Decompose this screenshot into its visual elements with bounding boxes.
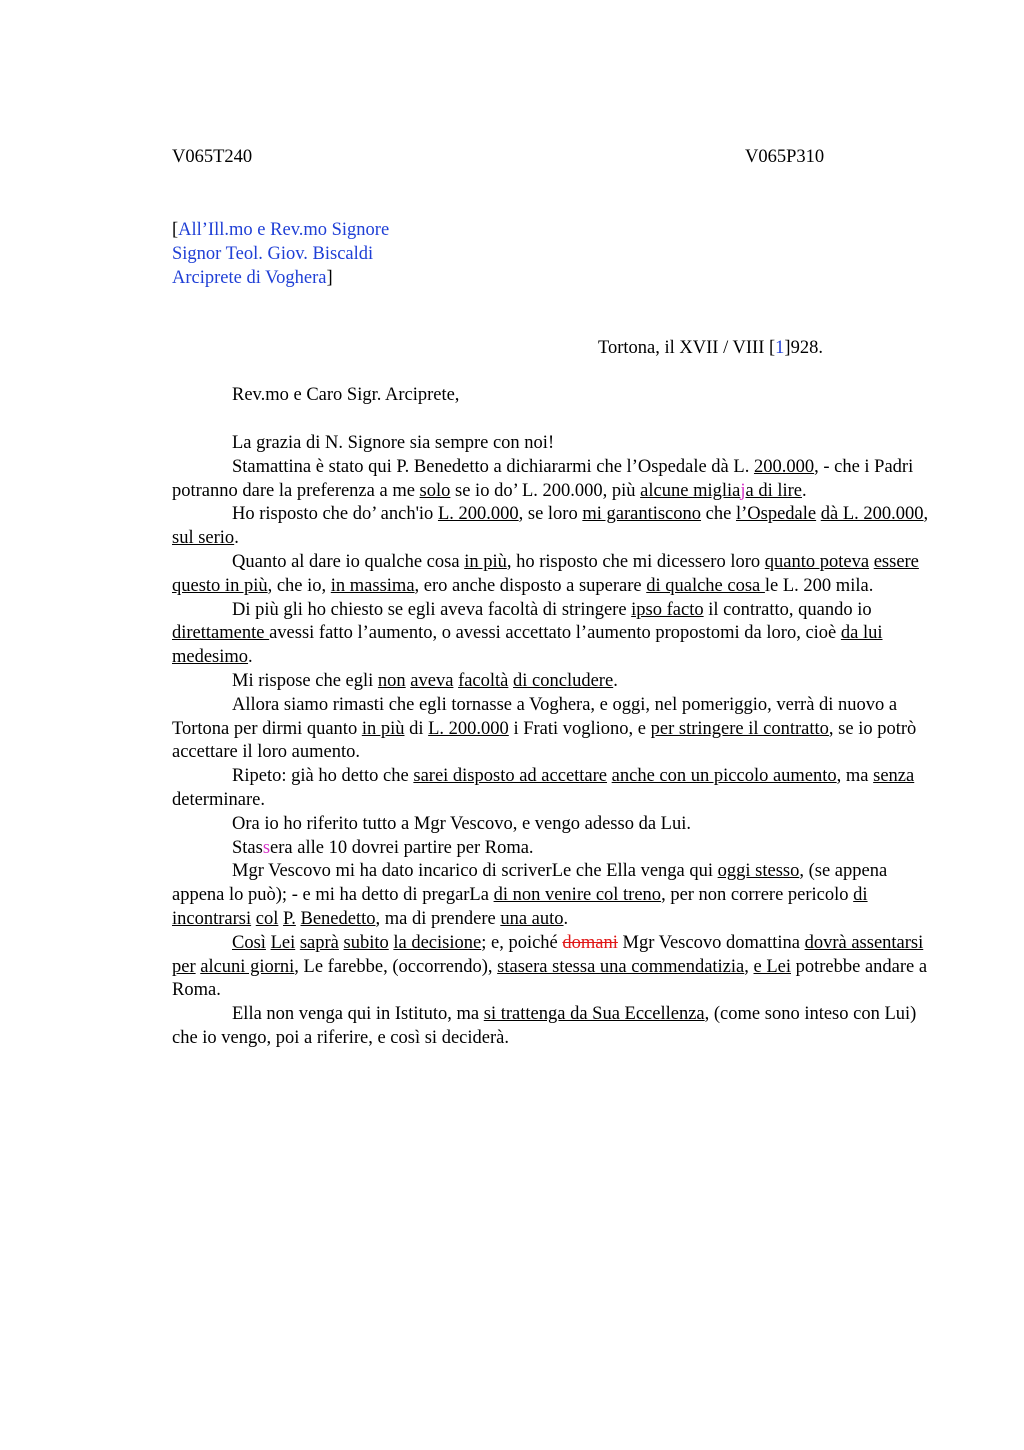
editorial-insertion: j xyxy=(740,480,746,501)
paragraph-9: Ora io ho riferito tutto a Mgr Vescovo, e vengo adesso da Lui. xyxy=(232,813,691,834)
editorial-insertion: s xyxy=(262,837,271,858)
paragraph-6: Mi rispose che egli non aveva facoltà di concludere. xyxy=(232,670,618,691)
recipient-address xyxy=(172,218,389,290)
paragraph-12: Così Lei saprà subito la decisione; e, poiché domani Mgr Vescovo domattina dovrà assentarsi per alcuni giorni, Le farebbe, (occorrendo), stasera stessa una commendatizia, e Lei potrebbe andare a Roma. xyxy=(172,932,928,1001)
paragraph-5: Di più gli ho chiesto se egli aveva facoltà di stringere ipso facto il contratto, quando io direttamente avessi fatto l’aumento, o avessi accettato l’aumento propostomi da loro, cioè da lui medesimo. xyxy=(172,599,883,668)
paragraph-7: Allora siamo rimasti che egli tornasse a Voghera, e oggi, nel pomeriggio, verrà di nuovo a Tortona per dirmi quanto in più di L. 200.000 i Frati vogliono, e per stringere il contratto, se io potrò accettare il loro aumento. xyxy=(172,694,917,763)
address-open-bracket: [ xyxy=(172,220,179,240)
date-editorial-insert: 1 xyxy=(775,338,785,358)
paragraph-11: Mgr Vescovo mi ha dato incarico di scriverLe che Ella venga qui oggi stesso, (se appena appena lo può); - e mi ha detto di pregarLa di non venire col treno, per non correre pericolo di incontrarsi col P. Benedetto, ma di prendere una auto. xyxy=(172,861,888,929)
letter-date: Tortona, il XVII / VIII [1]928. xyxy=(598,338,823,358)
address-line-3: Arciprete di Voghera xyxy=(172,268,327,288)
salutation: Rev.mo e Caro Sigr. Arciprete, xyxy=(232,385,460,405)
paragraph-10: Stassera alle 10 dovrei partire per Roma. xyxy=(232,837,534,858)
paragraph-3: Ho risposto che do’ anch'io L. 200.000, se loro mi garantiscono che l’Ospedale dà L. 200.000, sul serio. xyxy=(172,504,929,549)
address-close-bracket: ] xyxy=(326,268,333,288)
paragraph-13: Ella non venga qui in Istituto, ma si trattenga da Sua Eccellenza, (come sono inteso con Lui) che io vengo, poi a riferire, e così si deciderà. xyxy=(172,1004,917,1048)
paragraph-8: Ripeto: già ho detto che sarei disposto ad accettare anche con un piccolo aumento, ma senza determinare. xyxy=(172,766,915,810)
editorial-deletion: domani xyxy=(562,932,618,953)
paragraph-1: La grazia di N. Signore sia sempre con noi! xyxy=(232,433,555,453)
address-line-1: All’Ill.mo e Rev.mo Signore xyxy=(178,220,390,240)
paragraph-4: Quanto al dare io qualche cosa in più, ho risposto che mi dicessero loro quanto poteva essere questo in più, che io, in massima, ero anche disposto a superare di qualche cosa le L. 200 mila. xyxy=(172,551,919,596)
doc-ref-right: V065P310 xyxy=(745,147,825,167)
doc-ref-left: V065T240 xyxy=(172,147,253,167)
paragraph-2: Stamattina è stato qui P. Benedetto a dichiararmi che l’Ospedale dà L. 200.000, - che i Padri potranno dare la preferenza a me solo se io do’ L. 200.000, più alcune migliaja di lire. xyxy=(172,456,914,501)
letter-body xyxy=(172,432,932,1051)
address-line-2: Signor Teol. Giov. Biscaldi xyxy=(172,244,374,264)
